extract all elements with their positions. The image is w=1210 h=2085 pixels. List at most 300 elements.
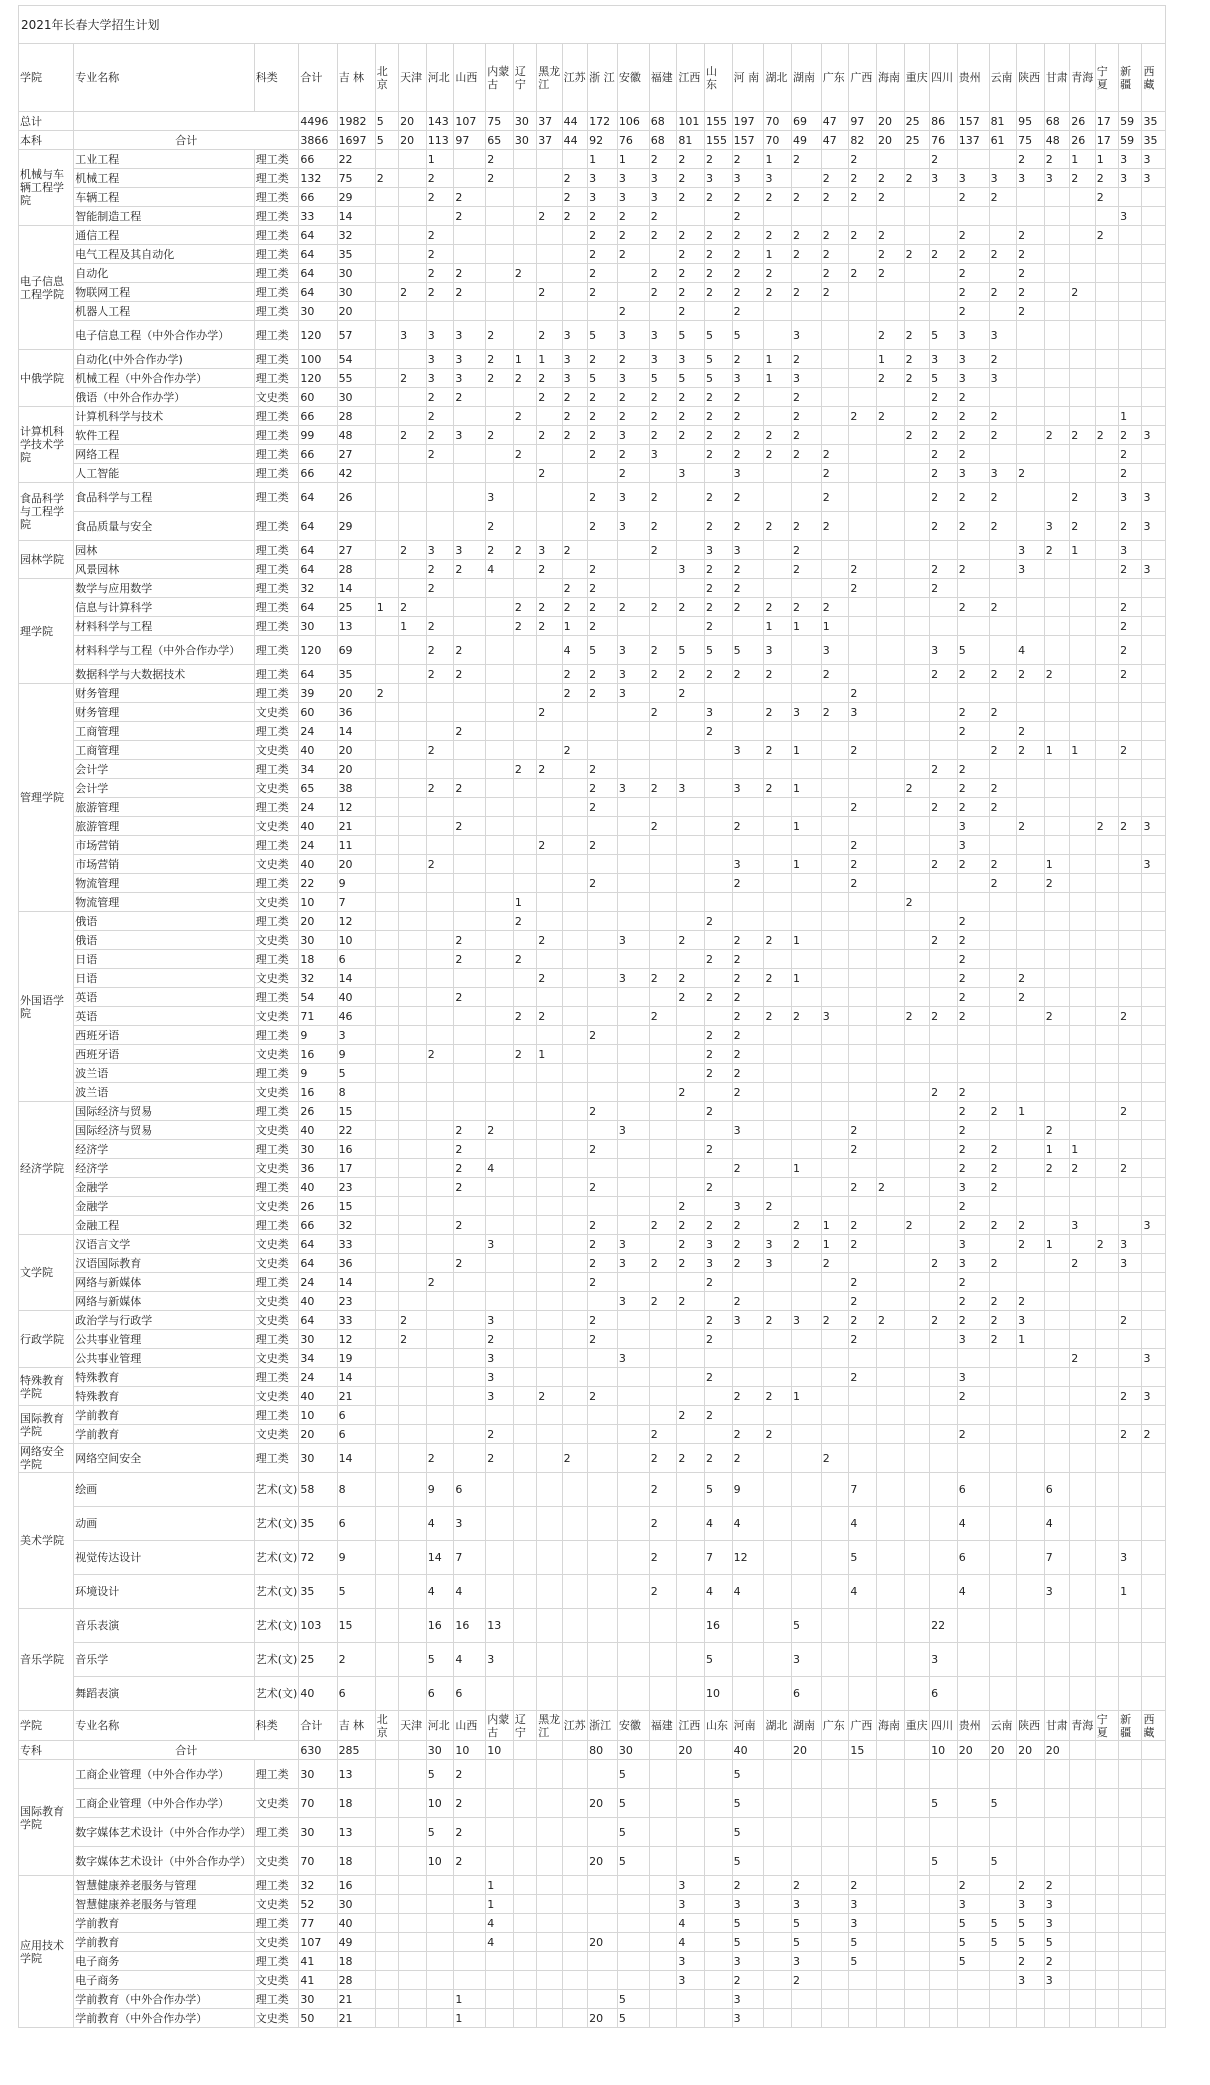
value-cell: 3 xyxy=(1017,560,1045,579)
value-cell xyxy=(1044,1178,1069,1197)
value-cell: 2 xyxy=(677,598,705,617)
value-cell: 32 xyxy=(299,579,337,598)
value-cell xyxy=(399,1026,427,1045)
value-cell: 2 xyxy=(588,1387,618,1406)
value-cell xyxy=(704,741,732,760)
value-cell: 92 xyxy=(588,131,618,150)
column-header: 科类 xyxy=(254,1711,299,1741)
value-cell xyxy=(537,1609,562,1643)
value-cell: 5 xyxy=(588,369,618,388)
value-cell: 157 xyxy=(732,131,764,150)
value-cell xyxy=(513,1741,536,1760)
value-cell xyxy=(399,1643,427,1677)
value-cell xyxy=(562,560,587,579)
value-cell: 2 xyxy=(513,760,536,779)
value-cell: 3 xyxy=(677,560,705,579)
value-cell xyxy=(486,464,514,483)
value-cell: 29 xyxy=(337,188,375,207)
value-cell xyxy=(426,1026,454,1045)
value-cell xyxy=(399,1760,427,1789)
value-cell: 39 xyxy=(299,684,337,703)
value-cell xyxy=(513,1121,536,1140)
value-cell: 3 xyxy=(764,169,792,188)
value-cell xyxy=(1119,1330,1142,1349)
value-cell xyxy=(904,1273,929,1292)
value-cell xyxy=(1044,988,1069,1007)
value-cell xyxy=(1142,1473,1166,1507)
value-cell xyxy=(1119,1818,1142,1847)
value-cell xyxy=(877,1444,905,1473)
value-cell xyxy=(1095,1254,1118,1273)
value-cell xyxy=(649,579,677,598)
value-cell: 2 xyxy=(1017,245,1045,264)
major-name: 数学与应用数学 xyxy=(74,579,255,598)
value-cell: 4 xyxy=(732,1507,764,1541)
value-cell xyxy=(617,798,649,817)
value-cell xyxy=(375,1387,398,1406)
value-cell: 40 xyxy=(299,855,337,874)
value-cell xyxy=(399,1273,427,1292)
value-cell: 14 xyxy=(337,207,375,226)
value-cell xyxy=(957,207,989,226)
value-cell xyxy=(989,1007,1017,1026)
value-cell xyxy=(399,741,427,760)
value-cell: 2 xyxy=(513,912,536,931)
value-cell: 2 xyxy=(989,283,1017,302)
value-cell: 2 xyxy=(704,388,732,407)
value-cell xyxy=(649,722,677,741)
value-cell xyxy=(399,1159,427,1178)
value-cell xyxy=(930,874,958,893)
value-cell xyxy=(1142,1609,1166,1643)
value-cell: 3 xyxy=(1142,817,1166,836)
value-cell xyxy=(426,722,454,741)
value-cell xyxy=(821,836,849,855)
value-cell: 2 xyxy=(930,426,958,445)
column-header: 西藏 xyxy=(1142,1711,1166,1741)
value-cell xyxy=(1119,855,1142,874)
major-name: 金融学 xyxy=(74,1178,255,1197)
value-cell xyxy=(704,1159,732,1178)
value-cell: 2 xyxy=(426,636,454,665)
value-cell: 2 xyxy=(732,874,764,893)
value-cell xyxy=(930,283,958,302)
value-cell xyxy=(513,1876,536,1895)
value-cell: 10 xyxy=(704,1677,732,1711)
value-cell xyxy=(375,445,398,464)
value-cell: 3 xyxy=(792,369,822,388)
value-cell: 5 xyxy=(588,321,618,350)
value-cell xyxy=(454,1045,486,1064)
value-cell: 3 xyxy=(486,1349,514,1368)
value-cell xyxy=(375,464,398,483)
category: 文史类 xyxy=(254,1349,299,1368)
value-cell xyxy=(849,1387,877,1406)
value-cell xyxy=(513,1541,536,1575)
value-cell xyxy=(1070,407,1095,426)
value-cell xyxy=(617,1473,649,1507)
value-cell xyxy=(375,1159,398,1178)
value-cell xyxy=(821,1876,849,1895)
column-header: 湖南 xyxy=(792,44,822,112)
value-cell: 2 xyxy=(904,321,929,350)
value-cell: 120 xyxy=(299,321,337,350)
value-cell: 7 xyxy=(337,893,375,912)
value-cell xyxy=(732,760,764,779)
value-cell xyxy=(1070,912,1095,931)
value-cell xyxy=(764,950,792,969)
value-cell xyxy=(1095,1789,1118,1818)
value-cell: 1 xyxy=(537,1045,562,1064)
value-cell: 2 xyxy=(704,1064,732,1083)
value-cell xyxy=(588,1425,618,1444)
value-cell: 2 xyxy=(989,1254,1017,1273)
value-cell xyxy=(849,817,877,836)
value-cell xyxy=(877,541,905,560)
value-cell xyxy=(792,665,822,684)
value-cell: 2 xyxy=(957,302,989,321)
value-cell: 2 xyxy=(732,1083,764,1102)
value-cell xyxy=(426,817,454,836)
value-cell xyxy=(617,1609,649,1643)
value-cell xyxy=(426,1159,454,1178)
value-cell: 2 xyxy=(1119,1387,1142,1406)
value-cell: 3 xyxy=(1142,169,1166,188)
value-cell: 2 xyxy=(957,388,989,407)
value-cell xyxy=(849,369,877,388)
value-cell xyxy=(1044,1064,1069,1083)
value-cell: 3 xyxy=(1017,541,1045,560)
value-cell xyxy=(1070,798,1095,817)
value-cell xyxy=(426,464,454,483)
value-cell xyxy=(426,1368,454,1387)
value-cell: 3 xyxy=(617,1235,649,1254)
value-cell: 1 xyxy=(764,350,792,369)
value-cell xyxy=(1142,836,1166,855)
value-cell xyxy=(454,1292,486,1311)
column-header: 青海 xyxy=(1070,44,1095,112)
major-name: 金融学 xyxy=(74,1197,255,1216)
value-cell: 3 xyxy=(732,2009,764,2028)
value-cell: 2 xyxy=(764,264,792,283)
value-cell xyxy=(426,950,454,969)
value-cell: 3 xyxy=(649,321,677,350)
value-cell: 5 xyxy=(732,1933,764,1952)
value-cell: 6 xyxy=(337,1406,375,1425)
value-cell xyxy=(904,1254,929,1273)
value-cell: 2 xyxy=(486,512,514,541)
value-cell xyxy=(849,321,877,350)
table-row xyxy=(19,817,1166,836)
value-cell: 2 xyxy=(904,779,929,798)
value-cell: 2 xyxy=(1070,283,1095,302)
value-cell xyxy=(537,722,562,741)
value-cell: 2 xyxy=(426,617,454,636)
value-cell: 5 xyxy=(732,1847,764,1876)
value-cell xyxy=(649,893,677,912)
value-cell: 2 xyxy=(426,1045,454,1064)
value-cell: 7 xyxy=(849,1473,877,1507)
value-cell xyxy=(877,874,905,893)
value-cell xyxy=(764,1064,792,1083)
value-cell xyxy=(1095,302,1118,321)
value-cell xyxy=(617,1444,649,1473)
value-cell xyxy=(399,2009,427,2028)
value-cell xyxy=(764,207,792,226)
table-row xyxy=(19,1818,1166,1847)
value-cell xyxy=(1017,1847,1045,1876)
value-cell xyxy=(704,817,732,836)
table-row xyxy=(19,798,1166,817)
value-cell xyxy=(989,1541,1017,1575)
value-cell: 1 xyxy=(1119,1575,1142,1609)
value-cell xyxy=(877,1541,905,1575)
value-cell xyxy=(537,1235,562,1254)
value-cell: 3 xyxy=(1044,1575,1069,1609)
value-cell xyxy=(1070,855,1095,874)
value-cell xyxy=(1017,1159,1045,1178)
value-cell xyxy=(486,207,514,226)
value-cell xyxy=(486,1292,514,1311)
value-cell: 2 xyxy=(426,245,454,264)
value-cell: 3 xyxy=(617,665,649,684)
category: 艺术(文) xyxy=(254,1609,299,1643)
value-cell: 21 xyxy=(337,1387,375,1406)
value-cell xyxy=(764,1971,792,1990)
value-cell xyxy=(1119,798,1142,817)
value-cell: 15 xyxy=(849,1741,877,1760)
value-cell: 3 xyxy=(486,1387,514,1406)
value-cell xyxy=(764,874,792,893)
value-cell xyxy=(537,950,562,969)
value-cell: 2 xyxy=(588,579,618,598)
value-cell xyxy=(454,1102,486,1121)
value-cell: 20 xyxy=(399,112,427,131)
value-cell: 5 xyxy=(930,1847,958,1876)
value-cell xyxy=(454,1330,486,1349)
value-cell xyxy=(513,1159,536,1178)
major-name: 政治学与行政学 xyxy=(74,1311,255,1330)
value-cell xyxy=(1070,703,1095,722)
value-cell xyxy=(562,760,587,779)
value-cell: 3 xyxy=(732,169,764,188)
value-cell: 40 xyxy=(299,817,337,836)
value-cell: 5 xyxy=(957,1952,989,1971)
value-cell xyxy=(821,760,849,779)
value-cell: 3 xyxy=(732,464,764,483)
value-cell xyxy=(454,684,486,703)
value-cell: 20 xyxy=(588,1933,618,1952)
category: 理工类 xyxy=(254,598,299,617)
value-cell xyxy=(792,169,822,188)
value-cell: 2 xyxy=(562,684,587,703)
major-name: 西班牙语 xyxy=(74,1045,255,1064)
value-cell xyxy=(1017,931,1045,950)
value-cell xyxy=(792,1026,822,1045)
value-cell: 38 xyxy=(337,779,375,798)
value-cell xyxy=(399,1349,427,1368)
value-cell xyxy=(1119,1083,1142,1102)
value-cell xyxy=(1017,1387,1045,1406)
value-cell xyxy=(1070,388,1095,407)
value-cell xyxy=(764,302,792,321)
value-cell: 30 xyxy=(299,302,337,321)
value-cell xyxy=(1070,1507,1095,1541)
value-cell xyxy=(537,1789,562,1818)
value-cell xyxy=(617,1273,649,1292)
value-cell xyxy=(1095,1216,1118,1235)
value-cell: 3 xyxy=(849,703,877,722)
value-cell xyxy=(877,855,905,874)
value-cell: 2 xyxy=(849,874,877,893)
value-cell xyxy=(375,1026,398,1045)
value-cell: 9 xyxy=(337,1045,375,1064)
value-cell xyxy=(904,1473,929,1507)
value-cell: 2 xyxy=(792,1007,822,1026)
value-cell: 2 xyxy=(562,598,587,617)
value-cell xyxy=(649,560,677,579)
value-cell xyxy=(792,1368,822,1387)
value-cell: 5 xyxy=(617,1990,649,2009)
value-cell: 2 xyxy=(677,1292,705,1311)
value-cell xyxy=(454,836,486,855)
value-cell: 82 xyxy=(849,131,877,150)
value-cell xyxy=(513,836,536,855)
value-cell xyxy=(513,1368,536,1387)
value-cell xyxy=(537,1026,562,1045)
value-cell xyxy=(513,226,536,245)
value-cell xyxy=(649,1677,677,1711)
value-cell: 3 xyxy=(1119,169,1142,188)
table-row xyxy=(19,1083,1166,1102)
value-cell xyxy=(704,1895,732,1914)
value-cell xyxy=(877,1273,905,1292)
value-cell: 2 xyxy=(588,684,618,703)
value-cell xyxy=(1119,760,1142,779)
value-cell xyxy=(732,1643,764,1677)
major-name: 车辆工程 xyxy=(74,188,255,207)
value-cell: 1 xyxy=(1044,741,1069,760)
value-cell xyxy=(764,1368,792,1387)
value-cell xyxy=(1070,1121,1095,1140)
value-cell: 2 xyxy=(764,969,792,988)
column-header: 新疆 xyxy=(1119,1711,1142,1741)
value-cell xyxy=(849,464,877,483)
value-cell xyxy=(454,1444,486,1473)
value-cell xyxy=(617,1311,649,1330)
value-cell: 3 xyxy=(1070,1216,1095,1235)
value-cell: 1 xyxy=(537,350,562,369)
table-row xyxy=(19,1541,1166,1575)
value-cell: 2 xyxy=(1119,445,1142,464)
value-cell xyxy=(792,464,822,483)
value-cell xyxy=(1119,1140,1142,1159)
value-cell: 5 xyxy=(588,636,618,665)
value-cell xyxy=(1119,1444,1142,1473)
value-cell xyxy=(930,1760,958,1789)
value-cell: 2 xyxy=(957,1102,989,1121)
value-cell xyxy=(375,741,398,760)
value-cell: 2 xyxy=(399,1330,427,1349)
value-cell xyxy=(1017,893,1045,912)
value-cell: 2 xyxy=(732,483,764,512)
value-cell: 2 xyxy=(649,426,677,445)
value-cell xyxy=(486,1789,514,1818)
value-cell: 6 xyxy=(930,1677,958,1711)
value-cell xyxy=(877,150,905,169)
value-cell xyxy=(821,1273,849,1292)
value-cell: 3 xyxy=(704,703,732,722)
value-cell: 137 xyxy=(957,131,989,150)
major-name: 电气工程及其自动化 xyxy=(74,245,255,264)
value-cell xyxy=(704,1876,732,1895)
value-cell xyxy=(1017,779,1045,798)
column-header: 合计 xyxy=(299,1711,337,1741)
column-header: 北京 xyxy=(375,44,398,112)
value-cell xyxy=(704,931,732,950)
value-cell xyxy=(849,1406,877,1425)
value-cell xyxy=(537,912,562,931)
value-cell: 3 xyxy=(649,188,677,207)
value-cell: 3 xyxy=(617,969,649,988)
value-cell xyxy=(617,1102,649,1121)
table-row xyxy=(19,369,1166,388)
value-cell: 2 xyxy=(513,407,536,426)
value-cell xyxy=(1095,1847,1118,1876)
value-cell xyxy=(849,760,877,779)
value-cell xyxy=(537,1425,562,1444)
value-cell: 2 xyxy=(486,369,514,388)
value-cell: 3 xyxy=(537,541,562,560)
value-cell: 36 xyxy=(337,1254,375,1273)
value-cell xyxy=(930,1425,958,1444)
value-cell xyxy=(513,2009,536,2028)
value-cell xyxy=(399,207,427,226)
value-cell xyxy=(989,1952,1017,1971)
value-cell: 2 xyxy=(454,950,486,969)
value-cell xyxy=(399,779,427,798)
value-cell: 2 xyxy=(677,1235,705,1254)
value-cell xyxy=(677,817,705,836)
value-cell xyxy=(513,779,536,798)
value-cell: 23 xyxy=(337,1178,375,1197)
value-cell: 3 xyxy=(957,1254,989,1273)
value-cell xyxy=(904,1102,929,1121)
value-cell xyxy=(375,1330,398,1349)
value-cell: 3 xyxy=(426,321,454,350)
value-cell xyxy=(957,541,989,560)
value-cell xyxy=(588,1876,618,1895)
value-cell xyxy=(1070,779,1095,798)
value-cell: 5 xyxy=(849,1933,877,1952)
value-cell xyxy=(1017,598,1045,617)
value-cell: 5 xyxy=(426,1643,454,1677)
value-cell xyxy=(375,703,398,722)
major-name: 网络工程 xyxy=(74,445,255,464)
table-row xyxy=(19,388,1166,407)
value-cell xyxy=(649,1741,677,1760)
value-cell xyxy=(1119,969,1142,988)
value-cell xyxy=(904,1045,929,1064)
value-cell xyxy=(537,245,562,264)
value-cell xyxy=(399,1045,427,1064)
value-cell: 4 xyxy=(1044,1507,1069,1541)
value-cell: 2 xyxy=(649,226,677,245)
value-cell xyxy=(375,912,398,931)
value-cell: 2 xyxy=(704,617,732,636)
major-name: 学前教育 xyxy=(74,1914,255,1933)
value-cell xyxy=(537,1847,562,1876)
